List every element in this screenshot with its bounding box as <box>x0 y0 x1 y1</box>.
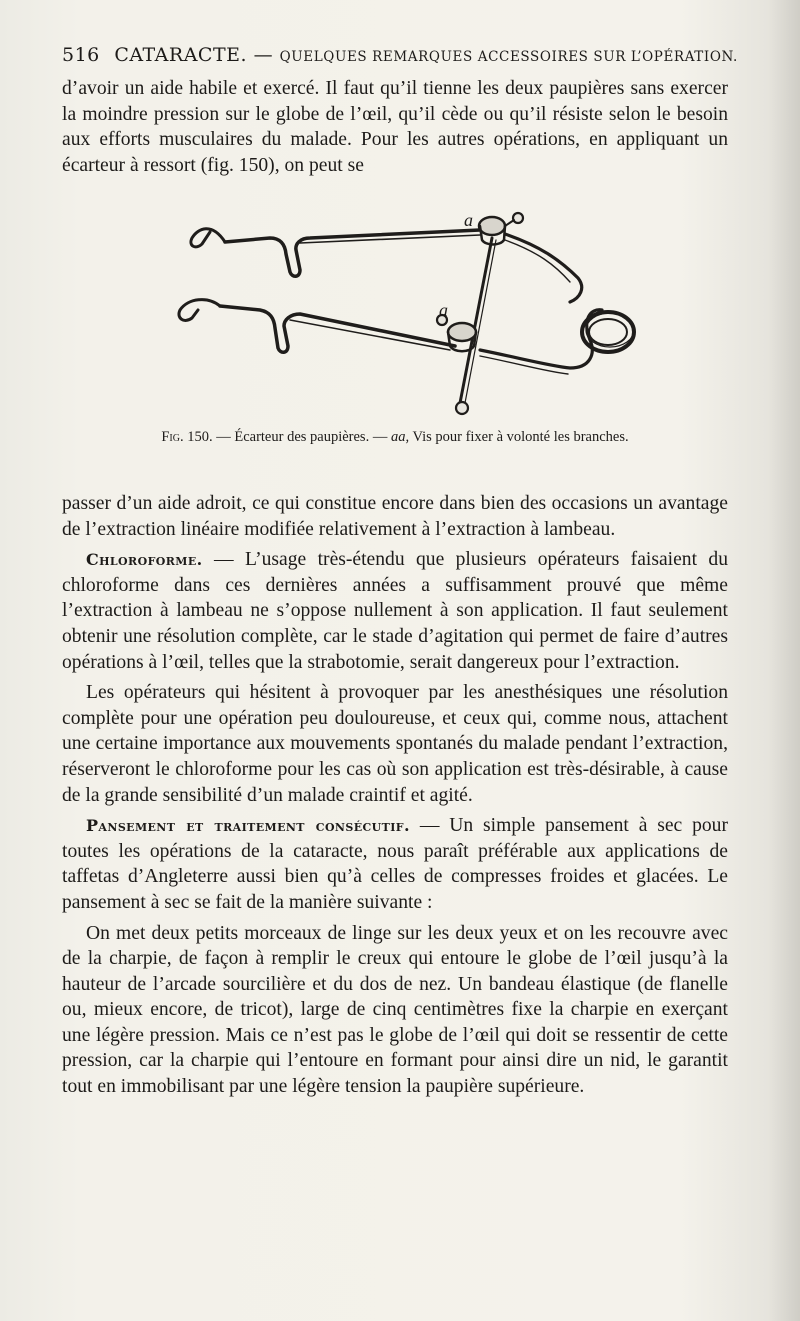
caption-aa: aa, <box>390 429 410 445</box>
chloroforme-text: — L’usage très-étendu que plusieurs opérateurs faisaient du chloroforme dans ces dernières années a suffisamment prouvé que même l’extraction à lambeau ne s’oppose nullement à son application. Il faut seulement obtenir une résolution complète, car le stade d’agitation qui permet de faire d’autres opérations à l’œil, telles que la strabotomie, serait dangereux pour l’extraction. <box>62 549 728 673</box>
operateurs-paragraph: Les opérateurs qui hésitent à provoquer par les anesthésiques une résolution complète pour une opération peu douloureuse, et ceux qui, comme nous, attachent une certaine importance aux mouvements spontanés du malade pendant l’extraction, réserveront le chloroforme pour les cas où son application est très-désirable, à cause de la grande sensibilité d’un malade craintif et agité. <box>62 682 728 806</box>
main-text-block <box>62 491 728 1100</box>
label-a-bottom: a <box>439 300 448 320</box>
label-a-top: a <box>464 210 473 230</box>
running-head <box>62 44 742 66</box>
section-subtitle: QUELQUES REMARQUES ACCESSOIRES SUR L’OPÉRATION. <box>279 49 738 65</box>
caption-description: Vis pour fixer à volonté les branches. <box>412 429 629 445</box>
pansement-paragraph <box>62 813 728 915</box>
chapter-title: CATARACTE. <box>114 44 248 66</box>
on-met-paragraph: On met deux petits morceaux de linge sur les deux yeux et on les recouvre avec de la charpie, de façon à remplir le creux qui entoure le globe de l’œil jusqu’à la hauteur de l’arcade sourcilière et du dos de nez. Un bandeau élastique (de flanelle ou, mieux encore, de tricot), large de cinq centimètres fixe la charpie en exerçant une légère pression. Mais ce n’est pas le globe de l’œil qui doit se ressentir de cette pression, car la charpie qui l’entoure en formant pour ainsi dire un nid, le garantit tout en immobilisant par une légère tension la paupière supérieure. <box>62 922 728 1098</box>
caption-figure-number: Fig. 150. <box>161 429 213 445</box>
chloroforme-heading: Chloroforme. <box>86 550 203 570</box>
upper-screw <box>479 217 505 235</box>
caption-dash-2: — <box>372 429 388 445</box>
figure-150-eyelid-retractor <box>150 198 650 423</box>
lower-screw <box>448 323 476 341</box>
page-number: 516 <box>62 44 100 66</box>
caption-dash: — <box>216 429 231 445</box>
retractor-illustration <box>150 198 650 423</box>
connecting-rod <box>460 238 492 403</box>
upper-hook <box>191 229 225 247</box>
pansement-heading: Pansement et traitement consécutif. <box>86 816 410 836</box>
caption-title: Écarteur des paupières. <box>234 429 370 445</box>
top-paragraph: d’avoir un aide habile et exercé. Il faut qu’il tienne les deux paupières sans exercer la moindre pression sur le globe de l’œil, qu’il cède ou qu’il résiste selon le besoin aux efforts musculaires du malade. Pour les autres opérations, en appliquant un écarteur à ressort (fig. 150), on peut se <box>62 78 728 176</box>
continuation-paragraph: passer d’un aide adroit, ce qui constitue encore dans bien des occasions un avantage de l’extraction linéaire modifiée relativement à l’extraction à lambeau. <box>62 493 728 540</box>
lower-hook <box>179 300 220 321</box>
pansement-text: — Un simple pansement à sec pour toutes les opérations de la cataracte, nous paraît préférable aux applications de taffetas d’Angleterre aussi bien qu’à celles de compresses froides et glacées. Le pansement à sec se fait de la manière suivante : <box>62 815 728 913</box>
top-text-block <box>62 76 728 178</box>
figure-caption <box>62 429 728 446</box>
chloroforme-paragraph <box>62 547 728 675</box>
header-separator: — <box>253 44 274 66</box>
